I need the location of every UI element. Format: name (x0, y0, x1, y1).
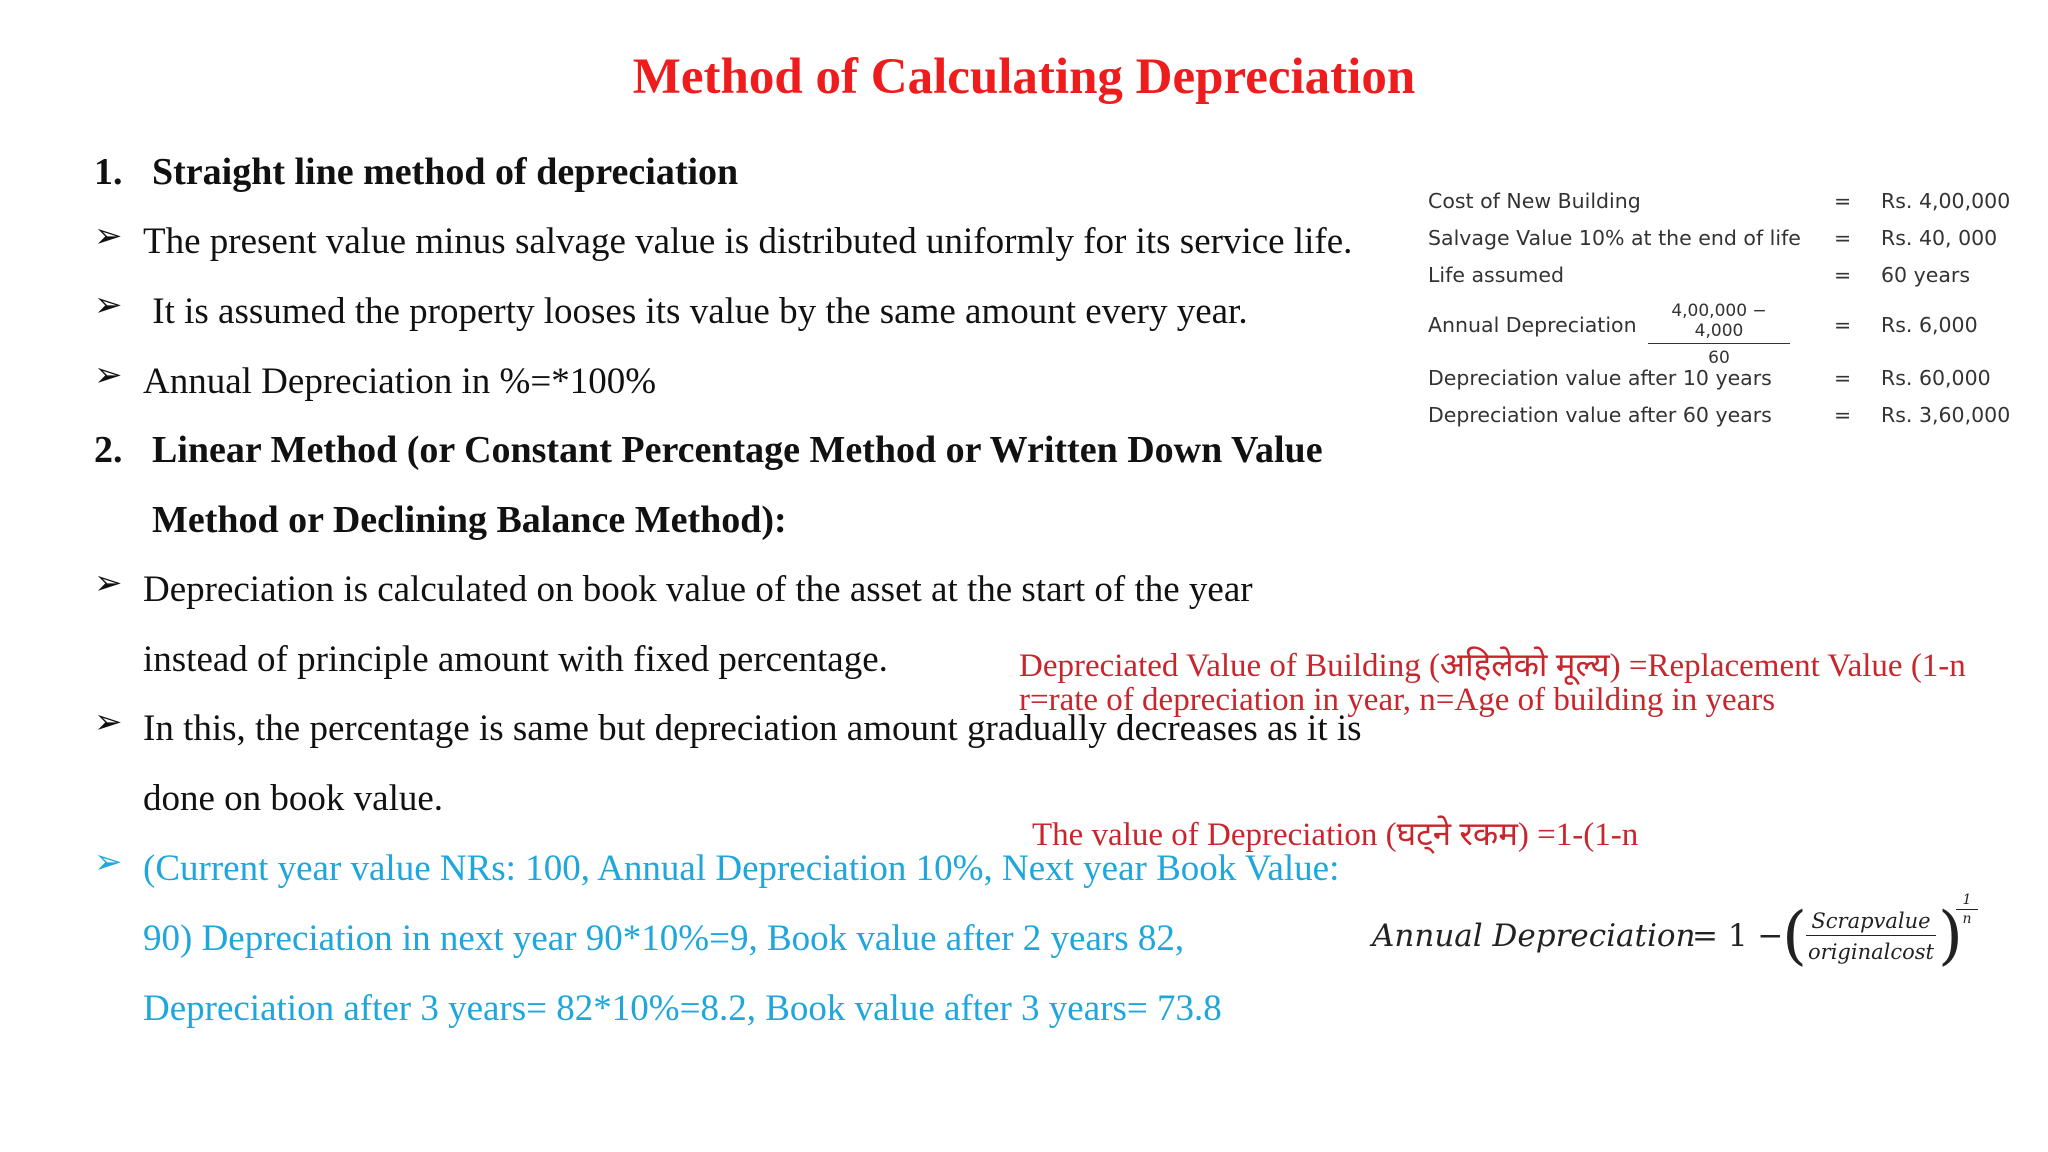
bullet-arrow-icon: ➢ (94, 287, 123, 324)
section2-title-line1: Linear Method (or Constant Percentage Method or Written Down Value (152, 429, 1323, 471)
scrap-fraction (1806, 909, 1936, 964)
depreciated-value-note: Depreciated Value of Building (अहिलेको मूल्य) =Replacement Value (1-n (1019, 648, 1966, 684)
section2-bullet2-line1: In this, the percentage is same but depreciation amount gradually decreases as it is (143, 708, 1362, 749)
table-row-value: Rs. 60,000 (1881, 366, 1991, 390)
table-row-value: Rs. 6,000 (1881, 313, 1978, 337)
section2-bullet2-line2: done on book value. (143, 778, 444, 819)
example-line2: 90) Depreciation in next year 90*10%=9, Book value after 2 years 82, (143, 918, 1185, 959)
table-row-label: Cost of New Building (1428, 189, 1641, 213)
section2-heading (94, 428, 1323, 472)
fraction-numerator: 4,00,000 − 4,000 (1648, 301, 1790, 344)
section2-title-line2: Method or Declining Balance Method): (152, 499, 787, 541)
table-row-eq: = (1834, 226, 1852, 250)
bullet-arrow-icon: ➢ (94, 357, 123, 394)
table-row-eq: = (1834, 263, 1852, 287)
rate-definition-note: r=rate of depreciation in year, n=Age of building in years (1019, 682, 1776, 718)
table-row-label: Life assumed (1428, 263, 1564, 287)
table-row-eq: = (1834, 189, 1852, 213)
table-row-value: Rs. 40, 000 (1881, 226, 1998, 250)
table-row-eq: = (1834, 313, 1852, 337)
section1-bullet-3: Annual Depreciation in %=*100% (143, 361, 657, 402)
table-row-label: Depreciation value after 60 years (1428, 403, 1772, 427)
value-of-depreciation-note: The value of Depreciation (घट्ने रकम) =1-(1-n (1032, 817, 1639, 853)
exponent-denominator: n (1962, 911, 1972, 927)
left-paren: ( (1782, 899, 1807, 973)
scrap-denominator: originalcost (1808, 940, 1934, 964)
bullet-arrow-icon: ➢ (94, 565, 123, 602)
scrap-numerator: Scrapvalue (1806, 909, 1936, 936)
section1-number: 1. (94, 151, 123, 193)
exponent-numerator: 1 (1956, 892, 1978, 910)
section1-heading (94, 150, 738, 194)
bullet-arrow-icon: ➢ (94, 844, 123, 881)
table-row-label: Annual Depreciation (1428, 313, 1637, 337)
table-row-label: Salvage Value 10% at the end of life (1428, 226, 1801, 250)
section1-bullet-1: The present value minus salvage value is distributed uniformly for its service life. (143, 221, 1353, 262)
table-row-eq: = (1834, 403, 1852, 427)
table-row-eq: = (1834, 366, 1852, 390)
section1-title: Straight line method of depreciation (152, 151, 739, 193)
table-row-label: Depreciation value after 10 years (1428, 366, 1772, 390)
example-line1: (Current year value NRs: 100, Annual Depreciation 10%, Next year Book Value: (143, 848, 1340, 889)
exponent-fraction (1956, 892, 1978, 927)
section2-bullet1-line2: instead of principle amount with fixed percentage. (143, 639, 888, 680)
bullet-arrow-icon: ➢ (94, 704, 123, 741)
formula-lhs: Annual Depreciation (1372, 918, 1696, 954)
bullet-arrow-icon: ➢ (94, 218, 123, 255)
section2-bullet1-line1: Depreciation is calculated on book value of the asset at the start of the year (143, 569, 1253, 610)
table-row-value: 60 years (1881, 263, 1971, 287)
table-row-value: Rs. 4,00,000 (1881, 189, 2011, 213)
fraction-denominator: 60 (1708, 348, 1730, 368)
example-line3: Depreciation after 3 years= 82*10%=8.2, Book value after 3 years= 73.8 (143, 988, 1222, 1029)
section1-bullet-2: It is assumed the property looses its value by the same amount every year. (143, 291, 1248, 332)
section2-number: 2. (94, 429, 123, 471)
formula-equals-one-minus: = 1 − (1692, 918, 1784, 954)
page-title: Method of Calculating Depreciation (632, 49, 1416, 105)
right-paren: ) (1938, 899, 1963, 973)
table-row-value: Rs. 3,60,000 (1881, 403, 2011, 427)
annual-depreciation-fraction (1648, 301, 1790, 368)
